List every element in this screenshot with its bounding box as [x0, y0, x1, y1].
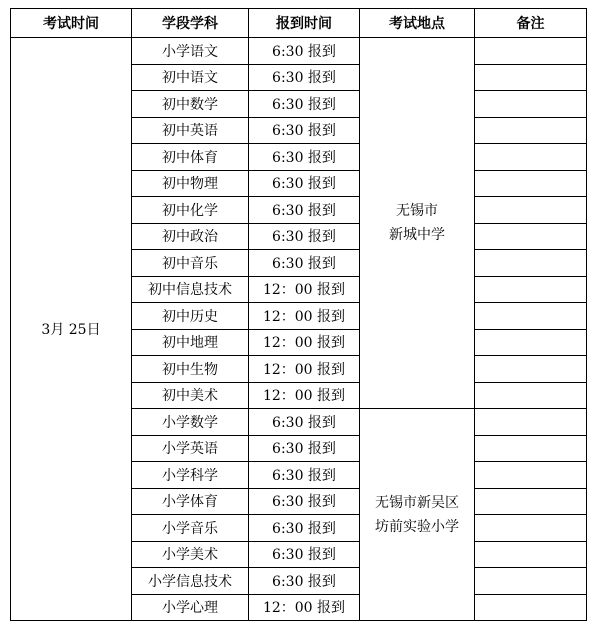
subject-cell: 初中生物 [132, 356, 249, 383]
subject-cell: 初中地理 [132, 329, 249, 356]
checkin-time-cell: 12：00 报到 [249, 329, 360, 356]
checkin-time-cell: 12：00 报到 [249, 594, 360, 621]
notes-cell [475, 409, 587, 436]
checkin-time-cell: 6:30 报到 [249, 38, 360, 65]
header-subject: 学段学科 [132, 9, 249, 38]
notes-cell [475, 170, 587, 197]
subject-cell: 初中数学 [132, 91, 249, 118]
subject-cell: 初中语文 [132, 64, 249, 91]
subject-cell: 小学数学 [132, 409, 249, 436]
checkin-time-cell: 6:30 报到 [249, 197, 360, 224]
location-line: 无锡市 [396, 203, 438, 219]
notes-cell [475, 91, 587, 118]
subject-cell: 小学音乐 [132, 515, 249, 542]
location-line: 无锡市新吴区 [375, 494, 459, 511]
notes-cell [475, 38, 587, 65]
checkin-time-cell: 12：00 报到 [249, 382, 360, 409]
header-checkin-time: 报到时间 [249, 9, 360, 38]
subject-cell: 小学美术 [132, 541, 249, 568]
location-cell [360, 38, 475, 409]
notes-cell [475, 594, 587, 621]
subject-cell: 初中化学 [132, 197, 249, 224]
subject-cell: 小学心理 [132, 594, 249, 621]
subject-cell: 小学科学 [132, 462, 249, 489]
checkin-time-cell: 6:30 报到 [249, 462, 360, 489]
subject-cell: 小学语文 [132, 38, 249, 65]
checkin-time-cell: 6:30 报到 [249, 250, 360, 277]
subject-cell: 初中信息技术 [132, 276, 249, 303]
subject-cell: 小学英语 [132, 435, 249, 462]
checkin-time-cell: 6:30 报到 [249, 170, 360, 197]
checkin-time-cell: 12：00 报到 [249, 276, 360, 303]
location-cell [360, 409, 475, 621]
subject-cell: 初中政治 [132, 223, 249, 250]
schedule-body [11, 38, 587, 621]
checkin-time-cell: 6:30 报到 [249, 223, 360, 250]
notes-cell [475, 276, 587, 303]
notes-cell [475, 250, 587, 277]
exam-schedule-table [10, 8, 587, 621]
notes-cell [475, 144, 587, 171]
notes-cell [475, 64, 587, 91]
location-line: 坊前实验小学 [375, 518, 459, 535]
checkin-time-cell: 6:30 报到 [249, 64, 360, 91]
header-row [11, 9, 587, 38]
checkin-time-cell: 6:30 报到 [249, 488, 360, 515]
checkin-time-cell: 12：00 报到 [249, 303, 360, 330]
subject-cell: 初中体育 [132, 144, 249, 171]
checkin-time-cell: 6:30 报到 [249, 568, 360, 595]
subject-cell: 初中英语 [132, 117, 249, 144]
checkin-time-cell: 6:30 报到 [249, 117, 360, 144]
notes-cell [475, 303, 587, 330]
checkin-time-cell: 6:30 报到 [249, 435, 360, 462]
notes-cell [475, 462, 587, 489]
notes-cell [475, 356, 587, 383]
notes-cell [475, 568, 587, 595]
checkin-time-cell: 6:30 报到 [249, 144, 360, 171]
notes-cell [475, 488, 587, 515]
notes-cell [475, 382, 587, 409]
checkin-time-cell: 6:30 报到 [249, 91, 360, 118]
header-notes: 备注 [475, 9, 587, 38]
checkin-time-cell: 6:30 报到 [249, 541, 360, 568]
subject-cell: 初中美术 [132, 382, 249, 409]
notes-cell [475, 197, 587, 224]
notes-cell [475, 515, 587, 542]
notes-cell [475, 435, 587, 462]
exam-date-cell: 3月 25日 [11, 38, 132, 621]
notes-cell [475, 117, 587, 144]
subject-cell: 小学信息技术 [132, 568, 249, 595]
subject-cell: 初中物理 [132, 170, 249, 197]
subject-cell: 小学体育 [132, 488, 249, 515]
notes-cell [475, 223, 587, 250]
subject-cell: 初中历史 [132, 303, 249, 330]
table-row [11, 38, 587, 65]
subject-cell: 初中音乐 [132, 250, 249, 277]
checkin-time-cell: 12：00 报到 [249, 356, 360, 383]
notes-cell [475, 541, 587, 568]
header-location: 考试地点 [360, 9, 475, 38]
location-line: 新城中学 [389, 227, 445, 243]
checkin-time-cell: 6:30 报到 [249, 515, 360, 542]
header-exam-time: 考试时间 [11, 9, 132, 38]
checkin-time-cell: 6:30 报到 [249, 409, 360, 436]
notes-cell [475, 329, 587, 356]
